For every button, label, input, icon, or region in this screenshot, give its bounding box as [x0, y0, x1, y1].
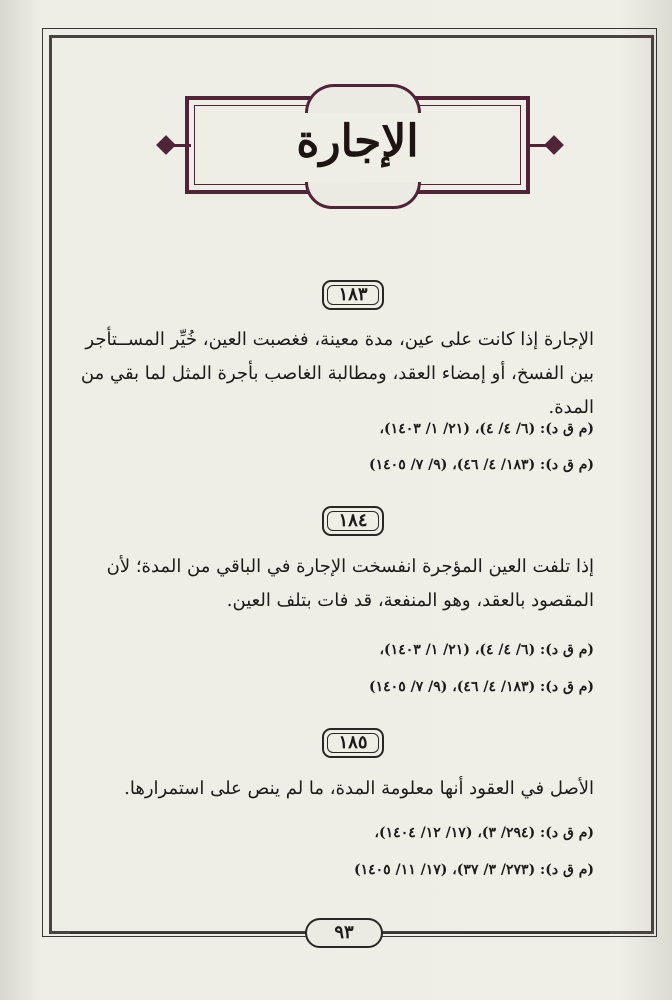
rule-text: إذا تلفت العين المؤجرة انفسخت الإجارة في الباقي من المدة؛ لأن المقصود بالعقد، وهو المنفعة، قد فات بتلف العين. — [106, 556, 594, 611]
ornament-arch-top — [305, 84, 421, 113]
rule-text: الأصل في العقود أنها معلومة المدة، ما لم ينص على استمرارها. — [124, 778, 594, 799]
rule-reference: (م ق د): (٢٩٤/ ٣)، (١٧/ ١٢/ ١٤٠٤)، — [374, 825, 594, 841]
ornament-finial-right — [544, 135, 564, 155]
rule-text: الإجارة إذا كانت على عين، مدة معينة، فغصبت العين، خُيِّر المســتأجر بين الفسخ، أو إمضاء العقد، ومطالبة الغاصب بأجرة المثل لما بقي من المدة. — [80, 329, 594, 418]
rule-number-badge: ١٨٤ — [322, 506, 384, 536]
rule-reference: (م ق د): (١٨٣/ ٤/ ٤٦)، (٩/ ٧/ ١٤٠٥) — [369, 457, 594, 473]
chapter-title-ornament — [155, 86, 565, 208]
chapter-title: الإجارة — [296, 116, 419, 167]
rule-reference: (م ق د): (٦/ ٤/ ٤)، (٢١/ ١/ ١٤٠٣)، — [379, 421, 594, 437]
ornament-finial-left — [156, 135, 176, 155]
rule-number-badge: ١٨٣ — [322, 280, 384, 310]
rule-reference: (م ق د): (٢٧٣/ ٣/ ٣٧)، (١٧/ ١١/ ١٤٠٥) — [353, 862, 594, 878]
rule-number-badge: ١٨٥ — [322, 728, 384, 758]
ornament-arch-bottom — [305, 182, 421, 209]
rule-reference: (م ق د): (١٨٣/ ٤/ ٤٦)، (٩/ ٧/ ١٤٠٥) — [369, 679, 594, 695]
page-number: ٩٣ — [305, 918, 383, 948]
rule-reference: (م ق د): (٦/ ٤/ ٤)، (٢١/ ١/ ١٤٠٣)، — [379, 642, 594, 658]
